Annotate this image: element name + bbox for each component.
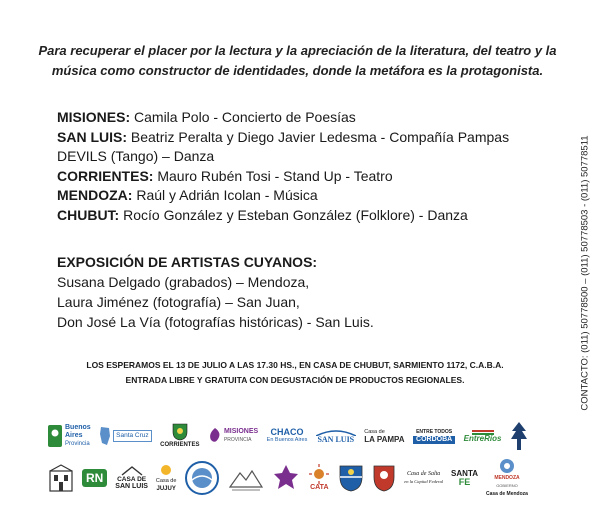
tucuman-emblem-icon <box>272 463 300 493</box>
logo-casa-jujuy <box>156 463 177 493</box>
logo-entre-rios <box>464 430 502 443</box>
logo-text: Casa de Mendoza <box>485 491 528 497</box>
logo-san-luis <box>316 428 356 444</box>
logo-text: Buenos <box>65 424 91 431</box>
logo-araucaria <box>510 421 528 451</box>
program-item-san-luis <box>57 128 547 148</box>
logo-text: CÓRDOBA <box>413 436 455 444</box>
logo-la-pampa <box>364 428 404 444</box>
logo-text: MENDOZA <box>494 475 520 481</box>
logo-text: GOBIERNO <box>496 483 518 488</box>
intro-line-2: música como constructor de identidades, donde la metáfora es la protagonista. <box>51 63 544 78</box>
misiones-leaf-icon <box>208 427 222 445</box>
logo-text: CATA <box>310 484 329 491</box>
logo-santa-fe <box>451 469 478 487</box>
logo-rn <box>82 469 107 487</box>
logo-text: LA PAMPA <box>364 435 405 444</box>
exhibition-section <box>57 252 477 332</box>
intro-line-1: Para recuperar el placer por la lectura y la apreciación de la literatura, del teatro y la <box>38 43 557 58</box>
intro-paragraph <box>20 41 575 81</box>
sponsor-logos-row-2 <box>48 456 528 500</box>
coat-of-arms-red-icon <box>372 463 396 493</box>
logo-cordoba <box>413 428 455 444</box>
program-detail: DEVILS (Tango) – Danza <box>57 148 215 164</box>
logo-text: ENTRE TODOS <box>416 429 453 435</box>
contact-vertical <box>575 120 595 425</box>
logo-text: SANTA <box>451 469 479 478</box>
program-item-misiones <box>57 108 547 128</box>
house-icon <box>121 466 143 476</box>
logo-corrientes <box>160 423 199 449</box>
logo-casa-salta <box>404 470 443 486</box>
program-list <box>57 108 547 225</box>
program-province: MISIONES: <box>57 109 131 125</box>
program-detail: Raúl y Adrián Icolan - Música <box>132 187 318 203</box>
logo-seal-blue <box>184 460 220 496</box>
logo-text: Aires <box>65 432 83 439</box>
logo-text: CASA DE <box>117 475 147 483</box>
footer-line-2: ENTRADA LIBRE Y GRATUITA CON DEGUSTACIÓN DE PRODUCTOS REGIONALES. <box>125 375 465 385</box>
logo-text: Santa Cruz <box>113 430 152 442</box>
logo-text: Casa de Salta <box>406 471 441 477</box>
logo-text: en la Capital Federal <box>404 479 444 484</box>
exhibition-item: Susana Delgado (grabados) – Mendoza, <box>57 274 310 290</box>
logo-shield-blue <box>338 463 364 493</box>
logo-text: MISIONES <box>223 428 259 435</box>
logo-text: Provincia <box>65 441 90 447</box>
exhibition-item: Don José La Vía (fotografías históricas) - San Luis. <box>57 314 374 330</box>
logo-text: En Buenos Aires <box>266 437 308 443</box>
logo-casa-san-luis <box>115 466 148 491</box>
logo-chaco <box>267 428 308 444</box>
program-item-mendoza <box>57 186 547 206</box>
footer-line-1: LOS ESPERAMOS EL 13 DE JULIO A LAS 17.30 HS., EN CASA DE CHUBUT, SARMIENTO 1172, C.A.B.A. <box>86 360 504 370</box>
program-item-corrientes <box>57 167 547 187</box>
logo-buenos-aires <box>48 424 91 448</box>
cata-sun-icon <box>308 464 330 484</box>
mendoza-emblem-icon <box>499 458 515 474</box>
logo-text: EntreRíos <box>463 433 502 443</box>
logo-shield-red <box>372 463 396 493</box>
corrientes-shield-icon <box>172 423 188 441</box>
araucaria-tree-icon <box>510 421 528 451</box>
event-footer <box>40 358 550 388</box>
exhibition-heading: EXPOSICIÓN DE ARTISTAS CUYANOS: <box>57 254 318 270</box>
logo-misiones <box>208 427 258 445</box>
logo-text: CORRIENTES <box>160 442 200 448</box>
mountains-icon <box>228 463 264 493</box>
coat-of-arms-icon <box>338 463 364 493</box>
program-item-san-luis-cont <box>57 147 547 167</box>
santa-cruz-map-icon <box>99 426 111 446</box>
logo-text: PROVINCIA <box>223 437 252 443</box>
program-detail: Rocío González y Esteban González (Folklore) - Danza <box>119 206 468 223</box>
logo-text: SAN LUIS <box>317 435 355 444</box>
contact-text: CONTACTO: (011) 50778500 – (011) 50778503 - (011) 50778511 <box>579 134 591 411</box>
logo-text: RN <box>82 469 107 487</box>
program-detail: Beatriz Peralta y Diego Javier Ledesma - Compañía Pampas <box>127 128 510 145</box>
program-detail: Camila Polo - Concierto de Poesías <box>130 109 356 125</box>
logo-santa-cruz <box>99 426 152 446</box>
provincial-seal-icon <box>184 460 220 496</box>
exhibition-item: Laura Jiménez (fotografía) – San Juan, <box>57 294 300 310</box>
logo-text: SAN LUIS <box>115 482 148 490</box>
logo-mountains <box>228 463 264 493</box>
program-province: CHUBUT: <box>57 206 120 223</box>
logo-text: FE <box>458 477 471 487</box>
logo-text: Casa de <box>155 478 177 484</box>
logo-text: JUJUY <box>156 486 176 492</box>
program-province: CORRIENTES: <box>57 167 154 184</box>
logo-tucuman <box>272 463 300 493</box>
program-province: SAN LUIS: <box>57 128 127 145</box>
program-detail: Mauro Rubén Tosi - Stand Up - Teatro <box>153 167 393 184</box>
jujuy-sun-icon <box>157 463 175 477</box>
program-province: MENDOZA: <box>57 187 133 203</box>
buenos-aires-icon <box>48 425 62 447</box>
logo-cata <box>308 464 330 492</box>
building-icon <box>48 463 74 493</box>
logo-text: CHACO <box>270 427 304 437</box>
program-item-chubut <box>57 206 547 226</box>
logo-text: Casa de <box>364 429 385 435</box>
sponsor-logos-row-1 <box>48 418 528 454</box>
logo-mendoza <box>486 458 528 498</box>
logo-building <box>48 463 74 493</box>
